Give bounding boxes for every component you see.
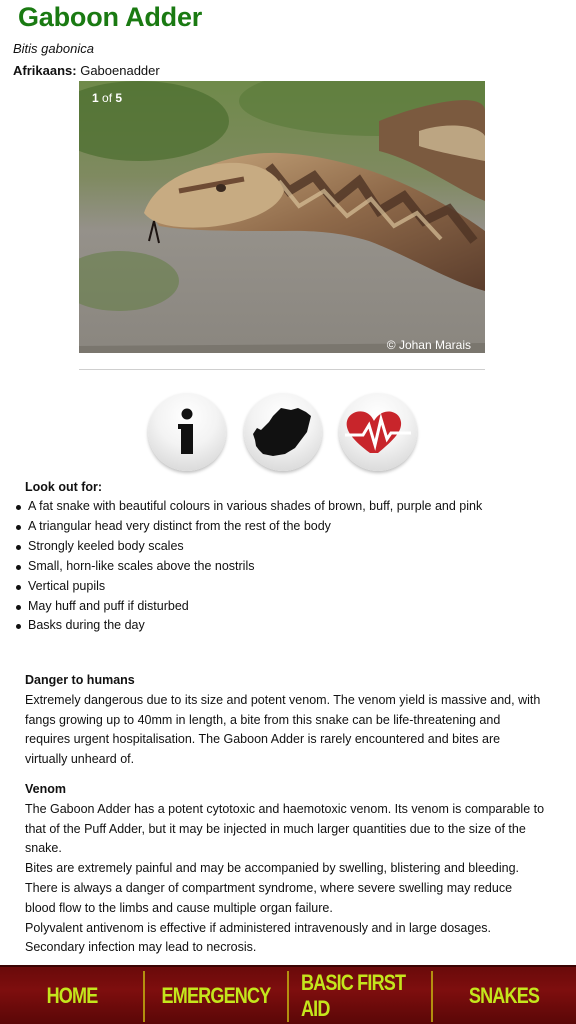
venom-paragraph: The Gaboon Adder has a potent cytotoxic and haemotoxic venom. Its venom is comparable to that of the Puff Adder, but it may be injected in much larger quantities due to the size of the snake.	[25, 801, 545, 856]
info-icon	[177, 408, 197, 456]
look-out-heading: Look out for:	[25, 480, 103, 494]
venom-heading: Venom	[25, 782, 66, 796]
venom-paragraph: Bites are extremely painful and may be accompanied by swelling, blistering and bleeding. There is always a danger of compartment syndrome, where severe swelling may reduce blood flow to the limbs and cause multiple organ failure.	[25, 861, 520, 915]
afrikaans-label: Afrikaans:	[13, 63, 77, 78]
list-item: May huff and puff if disturbed	[14, 597, 482, 617]
divider	[79, 369, 485, 370]
list-item: Small, horn-like scales above the nostrils	[14, 557, 482, 577]
venom-paragraph: Polyvalent antivenom is effective if administered intravenously and in large dosages. Secondary infection may lead to necrosis.	[25, 920, 492, 955]
snake-photo-gallery[interactable]	[79, 81, 485, 353]
south-africa-map-icon	[251, 406, 315, 458]
list-item: Basks during the day	[14, 616, 482, 636]
nav-first-aid-button[interactable]: BASIC FIRST AID	[300, 969, 406, 1021]
distribution-map-button[interactable]	[244, 393, 322, 471]
photo-current-index: 1	[92, 91, 99, 105]
afrikaans-name-row	[13, 63, 160, 78]
page-title: Gaboon Adder	[18, 2, 203, 32]
list-item: A triangular head very distinct from the rest of the body	[14, 517, 482, 537]
nav-snakes-button[interactable]: SNAKES	[468, 982, 540, 1008]
heart-ecg-icon	[343, 407, 413, 457]
scientific-name: Bitis gabonica	[13, 41, 94, 56]
first-aid-button[interactable]	[339, 393, 417, 471]
info-button[interactable]	[148, 393, 226, 471]
list-item: Strongly keeled body scales	[14, 537, 482, 557]
photo-credit: © Johan Marais	[386, 338, 471, 352]
danger-section	[25, 671, 545, 770]
photo-of-label: of	[102, 91, 113, 105]
danger-text: Extremely dangerous due to its size and potent venom. The venom yield is massive and, with fangs growing up to 40mm in length, a bite from this snake can be life-threatening and requires urgent hospitalisation. The Gaboon Adder is rarely encountered and bites are virtually unheard of.	[25, 692, 541, 767]
look-out-section	[25, 478, 545, 498]
danger-heading: Danger to humans	[25, 673, 135, 687]
photo-counter	[92, 91, 122, 105]
nav-divider	[143, 971, 145, 1022]
nav-home-button[interactable]: HOME	[46, 982, 98, 1008]
list-item: Vertical pupils	[14, 577, 482, 597]
list-item: A fat snake with beautiful colours in various shades of brown, buff, purple and pink	[14, 497, 482, 517]
venom-section	[25, 780, 545, 958]
bottom-navigation	[0, 965, 576, 1024]
photo-total-count: 5	[115, 91, 123, 105]
afrikaans-name: Gaboenadder	[80, 63, 160, 78]
nav-divider	[431, 971, 433, 1022]
look-out-list	[14, 497, 482, 636]
snake-photo	[79, 81, 485, 353]
nav-emergency-button[interactable]: EMERGENCY	[161, 982, 271, 1008]
nav-divider	[287, 971, 289, 1022]
